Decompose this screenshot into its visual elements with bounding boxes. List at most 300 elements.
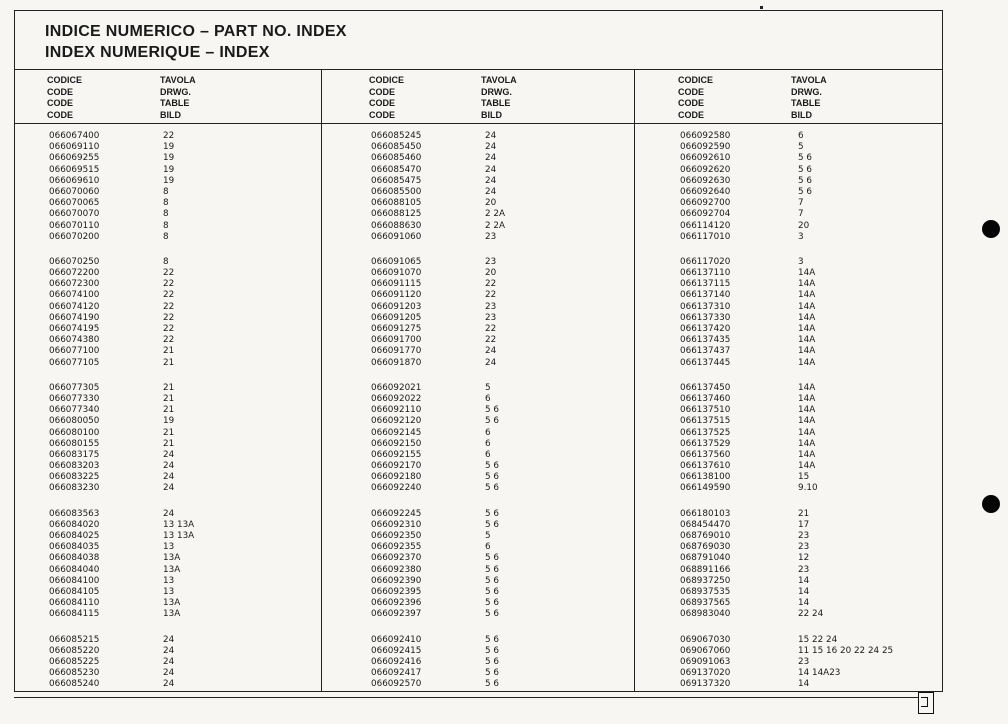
drawing-number: 5 6 — [485, 668, 499, 679]
table-row — [15, 439, 321, 450]
table-row — [634, 209, 942, 220]
drawing-number: 8 — [163, 198, 169, 209]
index-page-frame — [14, 10, 943, 692]
entry-group — [634, 509, 942, 621]
table-row — [15, 609, 321, 620]
drawing-number: 6 — [485, 542, 491, 553]
drawing-number: 23 — [485, 256, 497, 267]
drwg-label-de: BILD — [791, 109, 812, 120]
part-code: 066137445 — [680, 357, 731, 368]
table-row — [634, 509, 942, 520]
part-code: 068937535 — [680, 586, 731, 597]
drawing-number: 5 6 — [485, 553, 499, 564]
part-code: 066074100 — [49, 290, 100, 301]
table-row — [634, 598, 942, 609]
table-row — [321, 416, 634, 427]
table-row — [321, 587, 634, 598]
drawing-number: 14A — [798, 382, 816, 393]
column-header — [15, 69, 321, 124]
code-header — [369, 75, 404, 121]
drawing-number: 5 6 — [798, 186, 812, 197]
drawing-number: 5 6 — [485, 483, 499, 494]
drawing-number: 5 6 — [485, 586, 499, 597]
drawing-number: 3 — [798, 256, 804, 267]
part-code: 066092580 — [680, 131, 731, 141]
part-code: 066070110 — [49, 220, 100, 231]
part-code: 066085240 — [49, 679, 100, 690]
part-code: 066114120 — [680, 220, 731, 231]
table-row — [321, 668, 634, 679]
part-code: 066085450 — [371, 142, 422, 153]
drawing-number: 21 — [163, 438, 175, 449]
table-row — [15, 383, 321, 394]
table-row — [15, 198, 321, 209]
part-code: 066072300 — [49, 279, 100, 290]
drawing-number: 22 — [163, 290, 175, 301]
drawing-number: 8 — [163, 256, 169, 267]
table-row — [634, 428, 942, 439]
code-label-de: CODE — [47, 109, 74, 120]
part-code: 066088125 — [371, 209, 422, 220]
drawing-number: 14A — [798, 268, 816, 279]
table-row — [634, 221, 942, 232]
table-row — [321, 232, 634, 243]
drawing-number: 5 6 — [485, 472, 499, 483]
table-row — [634, 346, 942, 357]
table-row — [321, 483, 634, 494]
entry-group — [15, 383, 321, 495]
part-code: 066084110 — [49, 598, 100, 609]
table-row — [321, 646, 634, 657]
drawing-number: 23 — [485, 301, 497, 312]
part-code: 066074120 — [49, 301, 100, 312]
drawing-number: 3 — [798, 231, 804, 242]
part-code: 066085470 — [371, 164, 422, 175]
table-row — [634, 383, 942, 394]
part-code: 066137450 — [680, 382, 731, 393]
table-row — [321, 542, 634, 553]
part-code: 066084040 — [49, 564, 100, 575]
drawing-number: 23 — [798, 531, 810, 541]
table-row — [15, 428, 321, 439]
table-row — [15, 679, 321, 690]
part-code: 066084025 — [49, 531, 100, 541]
binder-hole — [982, 495, 1000, 513]
drawing-number: 11 15 16 20 22 24 25 — [798, 645, 894, 656]
part-code: 066137529 — [680, 438, 731, 449]
table-row — [634, 131, 942, 142]
part-code: 066072200 — [49, 268, 100, 279]
drawing-number: 24 — [163, 508, 175, 519]
entry-group — [634, 383, 942, 495]
drwg-label-en: DRWG. — [160, 86, 191, 97]
drwg-label-it: TAVOLA — [791, 75, 827, 85]
table-row — [321, 209, 634, 220]
drawing-number: 23 — [485, 312, 497, 323]
index-column-1 — [15, 69, 322, 691]
table-row — [15, 165, 321, 176]
drawing-number: 21 — [163, 393, 175, 404]
drwg-label-fr: TABLE — [481, 98, 511, 108]
drawing-number: 22 — [163, 268, 175, 279]
part-code: 066088105 — [371, 198, 422, 209]
drawing-number: 13 — [163, 575, 175, 586]
drawing-number: 22 24 — [798, 609, 824, 620]
code-label-fr: CODE — [369, 98, 396, 108]
part-code: 066067400 — [49, 131, 100, 141]
part-code: 066084035 — [49, 542, 100, 553]
code-label-de: CODE — [369, 109, 396, 120]
part-code: 066077305 — [49, 382, 100, 393]
drawing-number: 24 — [163, 679, 175, 690]
drawing-number: 13 — [163, 586, 175, 597]
table-row — [634, 553, 942, 564]
part-code: 066092310 — [371, 519, 422, 530]
drawing-number: 5 6 — [798, 153, 812, 164]
table-row — [634, 232, 942, 243]
part-code: 066137610 — [680, 461, 731, 472]
table-row — [634, 335, 942, 346]
entry-group — [634, 257, 942, 369]
drawing-number: 22 — [485, 324, 497, 334]
drawing-number: 5 6 — [485, 575, 499, 586]
drawing-number: 20 — [485, 268, 497, 279]
table-row — [15, 598, 321, 609]
table-row — [321, 609, 634, 620]
table-row — [321, 302, 634, 313]
table-row — [15, 416, 321, 427]
table-row — [634, 176, 942, 187]
part-code: 066092416 — [371, 656, 422, 667]
table-row — [15, 553, 321, 564]
table-row — [634, 324, 942, 335]
column-header — [634, 69, 942, 124]
table-row — [634, 279, 942, 290]
part-code: 066138100 — [680, 472, 731, 483]
part-code: 066092410 — [371, 634, 422, 645]
part-code: 066077330 — [49, 393, 100, 404]
drawing-number: 24 — [485, 142, 497, 153]
table-row — [15, 394, 321, 405]
drawing-number: 19 — [163, 175, 175, 186]
table-row — [634, 679, 942, 690]
part-code: 069137320 — [680, 679, 731, 690]
table-row — [321, 520, 634, 531]
table-row — [634, 290, 942, 301]
drawing-number: 5 6 — [798, 175, 812, 186]
drawing-number: 14A — [798, 312, 816, 323]
entry-group — [634, 635, 942, 691]
table-row — [15, 450, 321, 461]
part-code: 066091203 — [371, 301, 422, 312]
drawing-number: 23 — [798, 564, 810, 575]
part-code: 066077105 — [49, 357, 100, 368]
part-code: 066092355 — [371, 542, 422, 553]
drawing-number: 19 — [163, 142, 175, 153]
table-row — [321, 405, 634, 416]
part-code: 068769010 — [680, 531, 731, 541]
part-code: 068891166 — [680, 564, 731, 575]
drawing-number: 2 2A — [485, 209, 506, 220]
part-code: 066091070 — [371, 268, 422, 279]
table-row — [634, 187, 942, 198]
part-code: 066137435 — [680, 335, 731, 346]
part-code: 066137310 — [680, 301, 731, 312]
part-code: 066092397 — [371, 609, 422, 620]
part-code: 066092155 — [371, 449, 422, 460]
table-row — [15, 587, 321, 598]
drawing-number: 9.10 — [798, 483, 818, 494]
table-row — [321, 324, 634, 335]
table-row — [634, 302, 942, 313]
part-code: 066077340 — [49, 405, 100, 416]
table-row — [321, 450, 634, 461]
table-row — [634, 450, 942, 461]
drawing-number: 22 — [163, 279, 175, 290]
drawing-number: 7 — [798, 209, 804, 220]
part-code: 069137020 — [680, 668, 731, 679]
entry-group — [321, 635, 634, 691]
part-code: 066085215 — [49, 634, 100, 645]
part-code: 066088630 — [371, 220, 422, 231]
drawing-number: 13A — [163, 598, 181, 609]
part-code: 066084100 — [49, 575, 100, 586]
drawing-number: 24 — [485, 164, 497, 175]
part-code: 066091870 — [371, 357, 422, 368]
part-code: 066074190 — [49, 312, 100, 323]
part-code: 066117020 — [680, 256, 731, 267]
table-row — [634, 268, 942, 279]
part-code: 066083225 — [49, 472, 100, 483]
table-row — [15, 232, 321, 243]
code-label-fr: CODE — [47, 98, 74, 108]
part-code: 068937250 — [680, 575, 731, 586]
table-row — [321, 257, 634, 268]
drawing-number: 24 — [163, 461, 175, 472]
part-code: 066091205 — [371, 312, 422, 323]
table-row — [634, 587, 942, 598]
table-row — [321, 313, 634, 324]
part-code: 066069255 — [49, 153, 100, 164]
table-row — [634, 542, 942, 553]
drawing-number: 14 — [798, 586, 810, 597]
part-code: 068983040 — [680, 609, 731, 620]
table-row — [15, 313, 321, 324]
part-code: 066092390 — [371, 575, 422, 586]
drawing-number: 14A — [798, 393, 816, 404]
drawing-number: 24 — [163, 483, 175, 494]
table-row — [15, 461, 321, 472]
part-code: 066085500 — [371, 186, 422, 197]
drawing-number: 14 — [798, 575, 810, 586]
part-code: 066070065 — [49, 198, 100, 209]
drawing-number: 24 — [163, 472, 175, 483]
part-code: 066092620 — [680, 164, 731, 175]
drawing-number: 5 6 — [485, 634, 499, 645]
part-code: 066080050 — [49, 416, 100, 427]
table-row — [321, 176, 634, 187]
drawing-number: 20 — [798, 220, 810, 231]
title-box — [15, 11, 942, 70]
drawing-number: 8 — [163, 209, 169, 220]
part-code: 066084115 — [49, 609, 100, 620]
drawing-number: 22 — [163, 335, 175, 346]
table-row — [634, 416, 942, 427]
drawing-number: 22 — [163, 301, 175, 312]
table-row — [15, 483, 321, 494]
table-row — [15, 257, 321, 268]
table-row — [634, 472, 942, 483]
drawing-number: 14A — [798, 335, 816, 346]
drawing-number: 5 6 — [485, 405, 499, 416]
part-code: 066092396 — [371, 598, 422, 609]
table-row — [321, 679, 634, 690]
table-row — [15, 221, 321, 232]
drawing-number: 5 6 — [485, 519, 499, 530]
drawing-number: 24 — [485, 346, 497, 357]
code-label-en: CODE — [678, 86, 705, 97]
part-code: 066137560 — [680, 449, 731, 460]
table-row — [321, 131, 634, 142]
drawing-number: 14A — [798, 346, 816, 357]
paper-speck — [760, 6, 763, 9]
table-row — [15, 279, 321, 290]
part-code: 066092417 — [371, 668, 422, 679]
drawing-number: 13A — [163, 564, 181, 575]
drawing-number: 24 — [163, 449, 175, 460]
table-row — [321, 290, 634, 301]
table-row — [634, 439, 942, 450]
drawing-number: 14A — [798, 416, 816, 427]
table-row — [15, 142, 321, 153]
part-code: 066084020 — [49, 519, 100, 530]
table-row — [321, 509, 634, 520]
table-row — [321, 358, 634, 369]
entry-group — [321, 257, 634, 369]
drawing-number: 14A — [798, 405, 816, 416]
drawing-header — [791, 75, 827, 121]
part-code: 066092570 — [371, 679, 422, 690]
part-code: 066092150 — [371, 438, 422, 449]
part-code: 066070070 — [49, 209, 100, 220]
drawing-number: 2 2A — [485, 220, 506, 231]
table-row — [321, 576, 634, 587]
drawing-number: 20 — [485, 198, 497, 209]
table-row — [15, 520, 321, 531]
code-header — [47, 75, 82, 121]
part-code: 066084105 — [49, 586, 100, 597]
table-row — [634, 358, 942, 369]
part-code: 066092120 — [371, 416, 422, 427]
drawing-number: 14A — [798, 449, 816, 460]
table-row — [321, 657, 634, 668]
part-code: 066092640 — [680, 186, 731, 197]
entry-groups — [15, 131, 321, 704]
table-row — [321, 428, 634, 439]
drawing-number: 24 — [485, 153, 497, 164]
part-code: 066137115 — [680, 279, 731, 290]
drawing-number: 5 6 — [485, 508, 499, 519]
part-code: 066084038 — [49, 553, 100, 564]
entry-group — [321, 509, 634, 621]
table-row — [634, 609, 942, 620]
table-row — [634, 657, 942, 668]
part-code: 066091770 — [371, 346, 422, 357]
code-label-en: CODE — [47, 86, 74, 97]
drawing-number: 14 14A23 — [798, 668, 841, 679]
part-code: 066085245 — [371, 131, 422, 141]
part-code: 068791040 — [680, 553, 731, 564]
drawing-number: 14A — [798, 279, 816, 290]
drawing-number: 24 — [485, 357, 497, 368]
drawing-number: 5 6 — [485, 679, 499, 690]
drawing-number: 19 — [163, 164, 175, 175]
part-code: 066092700 — [680, 198, 731, 209]
part-code: 066137140 — [680, 290, 731, 301]
entry-groups — [321, 131, 634, 704]
drawing-number: 5 — [485, 531, 491, 541]
drwg-label-de: BILD — [160, 109, 181, 120]
drawing-number: 5 — [485, 382, 491, 393]
drawing-number: 14A — [798, 357, 816, 368]
drawing-number: 24 — [485, 175, 497, 186]
part-code: 066080100 — [49, 427, 100, 438]
part-code: 066070060 — [49, 186, 100, 197]
part-code: 066092022 — [371, 393, 422, 404]
table-row — [15, 472, 321, 483]
drawing-number: 23 — [485, 231, 497, 242]
table-row — [634, 520, 942, 531]
part-code: 066091115 — [371, 279, 422, 290]
drawing-number: 24 — [485, 131, 497, 141]
table-row — [15, 646, 321, 657]
entry-groups — [634, 131, 942, 704]
part-code: 066083175 — [49, 449, 100, 460]
part-code: 066085225 — [49, 656, 100, 667]
drawing-number: 24 — [163, 668, 175, 679]
drawing-number: 24 — [485, 186, 497, 197]
drawing-number: 6 — [485, 449, 491, 460]
drawing-number: 12 — [798, 553, 810, 564]
part-code: 066085460 — [371, 153, 422, 164]
part-code: 066180103 — [680, 508, 731, 519]
drawing-number: 15 22 24 — [798, 634, 838, 645]
code-label-it: CODICE — [678, 75, 714, 85]
part-code: 066069610 — [49, 175, 100, 186]
drawing-number: 6 — [798, 131, 804, 141]
table-row — [15, 358, 321, 369]
table-row — [321, 565, 634, 576]
part-code: 066092380 — [371, 564, 422, 575]
drawing-number: 17 — [798, 519, 810, 530]
page-corner-mark — [918, 692, 934, 714]
entry-group — [15, 257, 321, 369]
code-label-fr: CODE — [678, 98, 705, 108]
table-row — [634, 483, 942, 494]
drwg-label-de: BILD — [481, 109, 502, 120]
table-row — [15, 405, 321, 416]
drawing-number: 13 — [163, 542, 175, 553]
drawing-number: 5 — [798, 142, 804, 153]
drawing-number: 23 — [798, 542, 810, 553]
part-code: 066069110 — [49, 142, 100, 153]
drawing-number: 22 — [163, 131, 175, 141]
drawing-number: 14A — [798, 438, 816, 449]
drawing-number: 8 — [163, 231, 169, 242]
drawing-number: 5 6 — [798, 164, 812, 175]
table-row — [321, 553, 634, 564]
drwg-label-en: DRWG. — [481, 86, 512, 97]
